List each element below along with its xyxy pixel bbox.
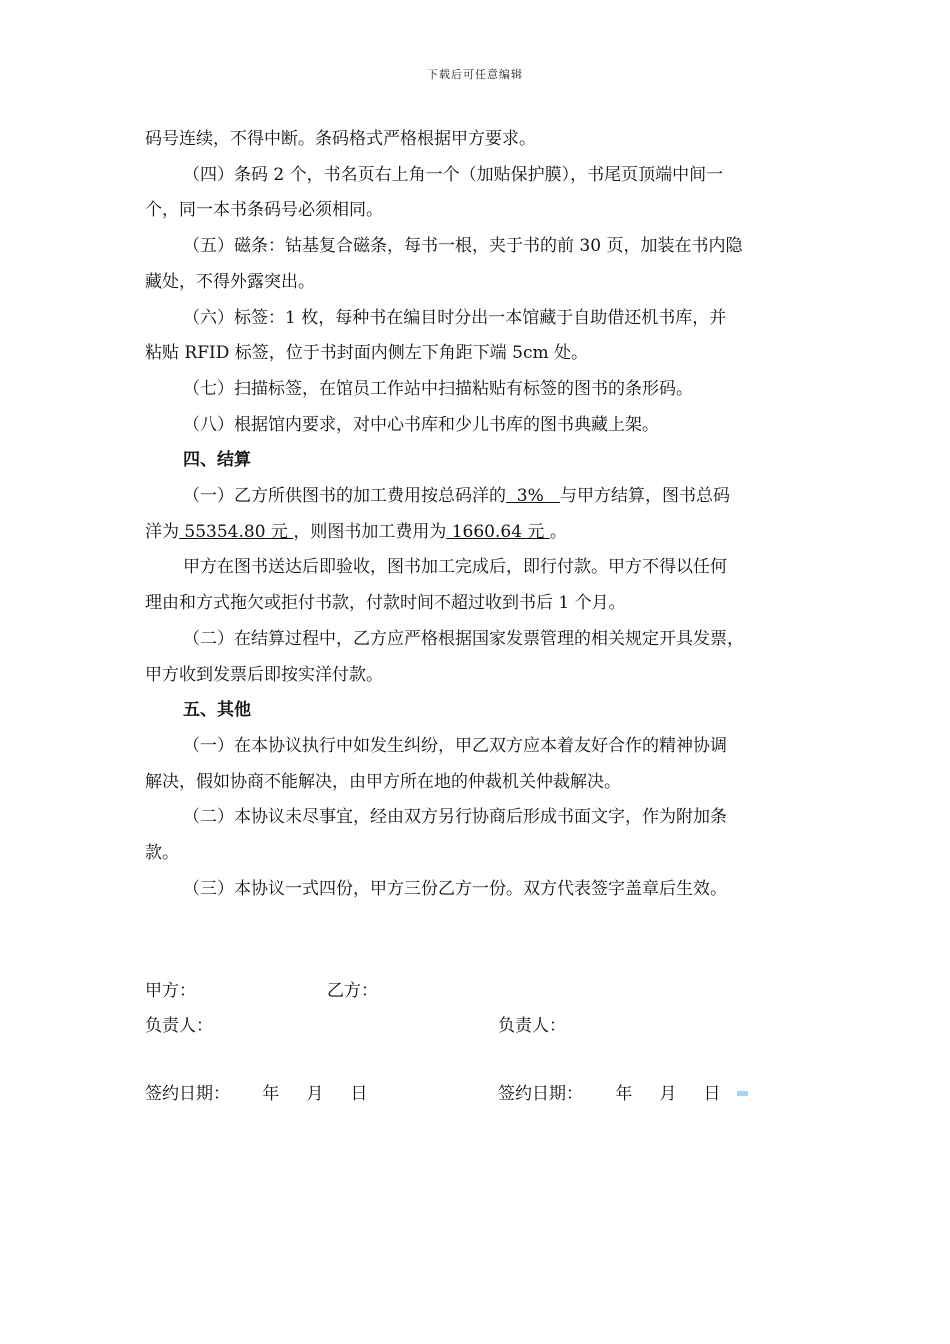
payment-paragraph-line-1: 甲方在图书送达后即验收，图书加工完成后，即行付款。甲方不得以任何: [183, 557, 727, 578]
contract-body: [145, 122, 820, 907]
settlement-text: 。: [549, 521, 567, 542]
other-clause-2-line-1: （二）本协议未尽事宜，经由双方另行协商后形成书面文字，作为附加条: [183, 807, 727, 828]
settlement-text: （一）乙方所供图书的加工费用按总码洋的: [183, 486, 506, 507]
clause-4-line-2: 个，同一本书条码号必须相同。: [145, 200, 383, 221]
other-clause-1-line-2: 解决，假如协商不能解决，由甲方所在地的仲裁机关仲裁解决。: [145, 771, 621, 792]
settlement-text: ，则图书加工费用为: [293, 521, 447, 542]
other-clause-2-line-2: 款。: [145, 843, 179, 864]
highlight-mark: [737, 1091, 748, 1096]
fee-value: 1660.64 元: [446, 521, 550, 542]
party-a-responsible-label: 负责人：: [145, 1016, 213, 1036]
clause-6-line-2: 粘贴 RFID 标签，位于书封面内侧左下角距下端 5cm 处。: [145, 343, 589, 364]
party-a-sign-date: 签约日期： 年 月 日: [145, 1084, 368, 1104]
clause-5-line-2: 藏处，不得外露突出。: [145, 271, 315, 292]
payment-paragraph-line-2: 理由和方式拖欠或拒付书款，付款时间不超过收到书后 1 个月。: [145, 593, 626, 614]
other-clause-1-line-1: （一）在本协议执行中如发生纠纷，甲乙双方应本着友好合作的精神协调: [183, 735, 727, 756]
paragraph-line: 码号连续，不得中断。条码格式严格根据甲方要求。: [145, 129, 536, 149]
total-price-value: 55354.80 元: [179, 521, 294, 542]
other-clause-3: （三）本协议一式四份，甲方三份乙方一份。双方代表签字盖章后生效。: [183, 878, 727, 899]
settlement-text: 与甲方结算，图书总码: [560, 486, 730, 507]
settlement-text: 洋为: [145, 521, 179, 542]
page-header-note: 下载后可任意编辑: [427, 68, 523, 81]
clause-7: （七）扫描标签，在馆员工作站中扫描粘贴有标签的图书的条形码。: [183, 378, 693, 399]
party-b-label: 乙方：: [327, 981, 378, 1001]
settlement-clause-1-line-2: [145, 515, 820, 551]
party-a-label: 甲方：: [145, 981, 196, 1001]
settlement-clause-2-line-1: （二）在结算过程中，乙方应严格根据国家发票管理的相关规定开具发票，: [183, 628, 744, 649]
section-heading-other: 五、其他: [183, 700, 251, 721]
clause-8: （八）根据馆内要求，对中心书库和少儿书库的图书典藏上架。: [183, 414, 659, 435]
party-b-sign-date: 签约日期： 年 月 日: [498, 1084, 721, 1104]
settlement-clause-1-line-1: [145, 479, 820, 515]
section-heading-settlement: 四、结算: [183, 450, 251, 471]
party-b-responsible-label: 负责人：: [498, 1016, 566, 1036]
rate-value: 3%: [506, 486, 560, 507]
clause-6-line-1: （六）标签：1 枚，每种书在编目时分出一本馆藏于自助借还机书库，并: [183, 307, 727, 328]
clause-4-line-1: （四）条码 2 个，书名页右上角一个（加贴保护膜），书尾页顶端中间一: [183, 164, 724, 185]
clause-5-line-1: （五）磁条：钴基复合磁条，每书一根，夹于书的前 30 页，加装在书内隐: [183, 236, 743, 257]
settlement-clause-2-line-2: 甲方收到发票后即按实洋付款。: [145, 664, 383, 685]
